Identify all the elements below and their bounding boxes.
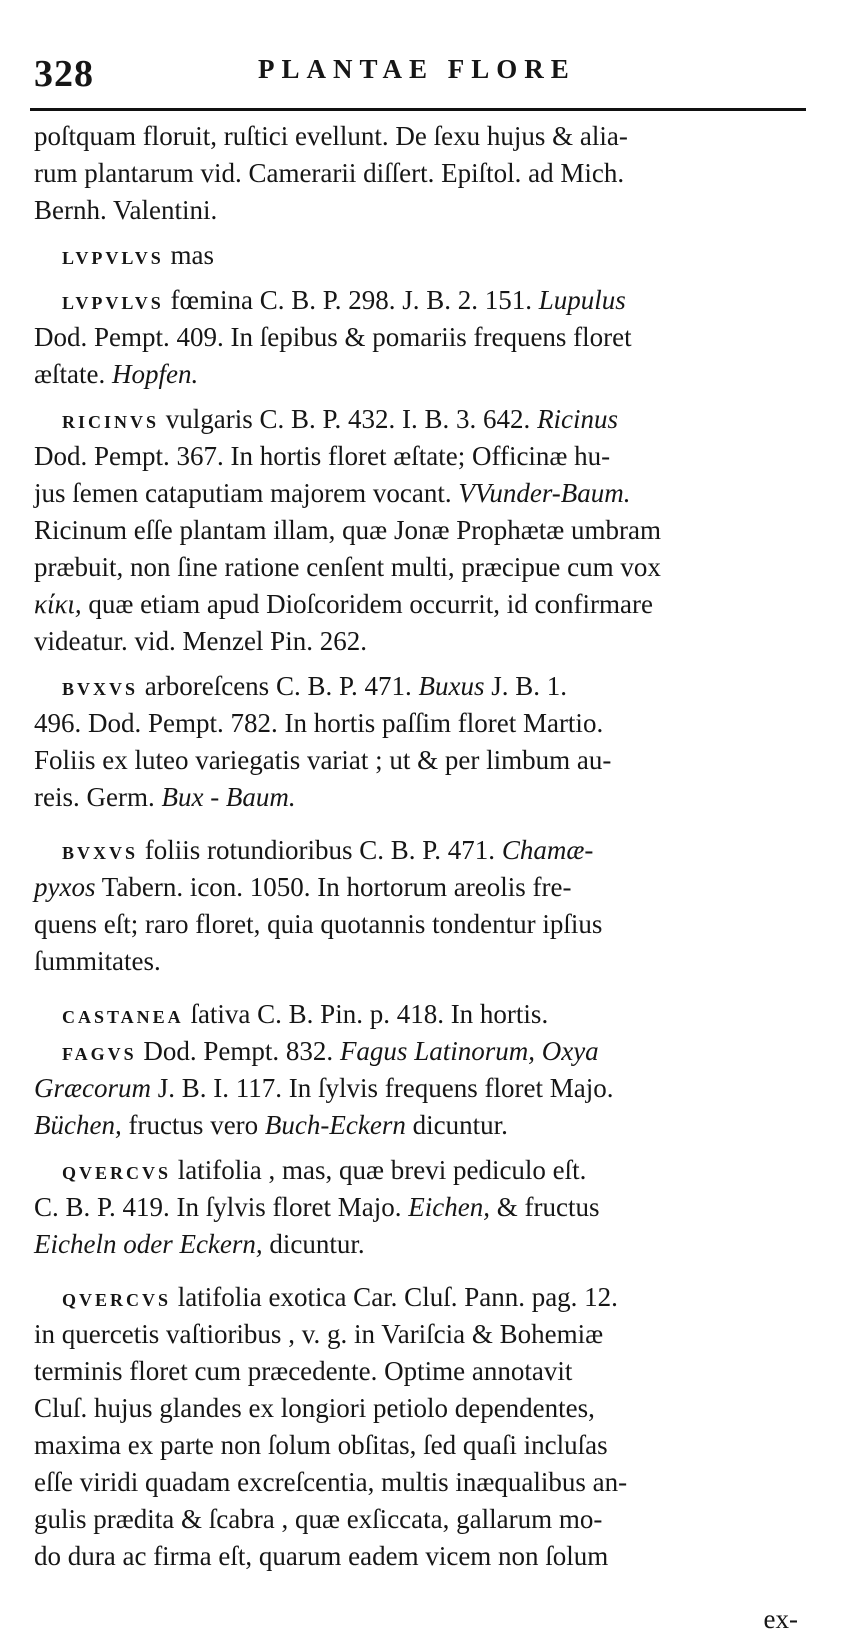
text-segment: foliis rotundioribus C. B. P. 471. (138, 835, 502, 865)
italic-text: VVunder-Baum. (458, 478, 631, 508)
text-segment: fœmina C. B. P. 298. J. B. 2. 151. (163, 285, 539, 315)
italic-text: Ricinus (537, 404, 619, 434)
text-line (34, 1464, 829, 1501)
italic-text: Lupulus (538, 285, 626, 315)
genus-name: CASTANEA (62, 1007, 184, 1027)
paragraph-gap (34, 980, 829, 996)
genus-name: BVXVS (62, 679, 139, 699)
text-segment: rum plantarum vid. Camerarii diſſert. Epiſtol. ad Mich. (34, 158, 625, 188)
text-segment: jus ſemen cataputiam majorem vocant. (34, 478, 459, 508)
text-line (34, 1353, 829, 1390)
text-segment: J. B. I. 117. In ſylvis frequens floret Majo. (151, 1073, 614, 1103)
text-line (34, 438, 829, 475)
paragraph-gap (34, 229, 829, 237)
paragraph-gap (34, 1144, 829, 1152)
text-segment: reis. Germ. (34, 782, 162, 812)
text-line (34, 906, 829, 943)
italic-text: Fagus Latinorum, Oxya (339, 1036, 599, 1066)
text-segment: do dura ac firma eſt, quarum eadem vicem non ſolum (34, 1541, 609, 1571)
text-line (34, 705, 829, 742)
italic-text: Chamæ- (501, 835, 594, 865)
text-line (34, 1390, 829, 1427)
paragraph-gap (34, 393, 829, 401)
text-segment: Bernh. Valentini. (34, 195, 218, 225)
text-segment: ſummitates. (34, 946, 161, 976)
text-segment: 496. Dod. Pempt. 782. In hortis paſſim floret Martio. (34, 708, 604, 738)
text-line (34, 1226, 829, 1263)
text-segment: in quercetis vaſtioribus , v. g. in Variſcia & Bohemiæ (34, 1319, 604, 1349)
text-line (34, 237, 829, 274)
text-segment: Foliis ex luteo variegatis variat ; ut & per limbum au- (34, 745, 612, 775)
text-segment: dicuntur. (405, 1110, 508, 1140)
italic-text: Buch-Eckern (264, 1110, 406, 1140)
italic-text: Buxus (418, 671, 485, 701)
text-line (34, 1033, 829, 1070)
text-line (34, 742, 829, 779)
text-segment: vulgaris C. B. P. 432. I. B. 3. 642. (159, 404, 538, 434)
text-segment: latifolia , mas, quæ brevi pediculo eſt. (171, 1155, 587, 1185)
text-segment: C. B. P. 419. In ſylvis floret Majo. (34, 1192, 409, 1222)
text-line (34, 1107, 829, 1144)
page-number: 328 (34, 53, 94, 95)
text-segment: ſativa C. B. Pin. p. 418. In hortis. (183, 999, 549, 1029)
text-segment: Cluſ. hujus glandes ex longiori petiolo dependentes, (34, 1393, 595, 1423)
text-line (34, 282, 829, 319)
italic-text: Hopfen. (111, 359, 199, 389)
text-line (34, 1189, 829, 1226)
text-segment: terminis floret cum præcedente. Optime annotavit (34, 1356, 573, 1386)
italic-text: pyxos (34, 872, 96, 902)
text-segment: dicuntur. (262, 1229, 365, 1259)
text-line (34, 118, 829, 155)
text-segment: Dod. Pempt. 367. In hortis floret æſtate; Officinæ hu- (34, 441, 611, 471)
text-line (34, 1070, 829, 1107)
text-line (34, 1427, 829, 1464)
text-segment: arboreſcens C. B. P. 471. (138, 671, 419, 701)
running-head: PLANTAE FLORE (258, 54, 576, 84)
text-segment: gulis prædita & ſcabra , quæ exſiccata, gallarum mo- (34, 1504, 603, 1534)
genus-name: RICINVS (62, 412, 160, 432)
text-segment: Ricinum eſſe plantam illam, quæ Jonæ Prophætæ umbram (34, 515, 661, 545)
text-segment: poſtquam floruit, ruſtici evellunt. De ſexu hujus & alia- (34, 121, 628, 151)
text-line (34, 623, 829, 660)
text-line (34, 401, 829, 438)
italic-text: Bux - Baum. (161, 782, 296, 812)
genus-name: LVPVLVS (62, 293, 164, 313)
italic-text: Büchen, (34, 1110, 122, 1140)
text-segment: quens eſt; raro floret, quia quotannis tondentur ipſius (34, 909, 603, 939)
paragraph-gap (34, 816, 829, 832)
text-segment: eſſe viridi quadam excreſcentia, multis inæqualibus an- (34, 1467, 628, 1497)
text-segment: Dod. Pempt. 409. In ſepibus & pomariis frequens floret (34, 322, 632, 352)
text-segment: Dod. Pempt. 832. (136, 1036, 340, 1066)
text-line (34, 1501, 829, 1538)
text-segment: maxima ex parte non ſolum obſitas, ſed quaſi incluſas (34, 1430, 608, 1460)
body-text (34, 118, 829, 1575)
text-segment: latifolia exotica Car. Cluſ. Pann. pag. 12. (171, 1282, 618, 1312)
text-segment: Tabern. icon. 1050. In hortorum areolis fre- (95, 872, 572, 902)
text-segment: J. B. 1. (484, 671, 567, 701)
text-line (34, 192, 829, 229)
text-line (34, 668, 829, 705)
text-segment: fructus vero (121, 1110, 265, 1140)
text-line (34, 996, 829, 1033)
text-segment: mas (163, 240, 214, 270)
genus-name: QVERCVS (62, 1290, 172, 1310)
paragraph-gap (34, 1263, 829, 1279)
text-line (34, 1316, 829, 1353)
text-line (34, 832, 829, 869)
text-line (34, 943, 829, 980)
page-header (30, 52, 820, 95)
italic-text: Eicheln oder Eckern, (34, 1229, 263, 1259)
catchword: ex- (763, 1604, 798, 1634)
genus-name: BVXVS (62, 843, 139, 863)
italic-text: κίκι, (34, 589, 82, 619)
genus-name: LVPVLVS (62, 248, 164, 268)
text-segment: æſtate. (34, 359, 112, 389)
text-line (34, 1279, 829, 1316)
paragraph-gap (34, 660, 829, 668)
text-line (34, 1152, 829, 1189)
text-line (34, 869, 829, 906)
text-line (34, 586, 829, 623)
text-line (34, 319, 829, 356)
italic-text: Eichen, (408, 1192, 490, 1222)
genus-name: QVERCVS (62, 1163, 172, 1183)
text-line (34, 475, 829, 512)
text-line (34, 1538, 829, 1575)
text-line (34, 356, 829, 393)
text-segment: videatur. vid. Menzel Pin. 262. (34, 626, 367, 656)
text-segment: & fructus (489, 1192, 600, 1222)
italic-text: Græcorum (34, 1073, 152, 1103)
genus-name: FAGVS (62, 1044, 137, 1064)
text-line (34, 155, 829, 192)
text-segment: quæ etiam apud Dioſcoridem occurrit, id confirmare (81, 589, 653, 619)
header-rule (30, 108, 806, 111)
text-segment: præbuit, non ſine ratione cenſent multi, præcipue cum vox (34, 552, 661, 582)
text-line (34, 779, 829, 816)
paragraph-gap (34, 274, 829, 282)
text-line (34, 512, 829, 549)
text-line (34, 549, 829, 586)
